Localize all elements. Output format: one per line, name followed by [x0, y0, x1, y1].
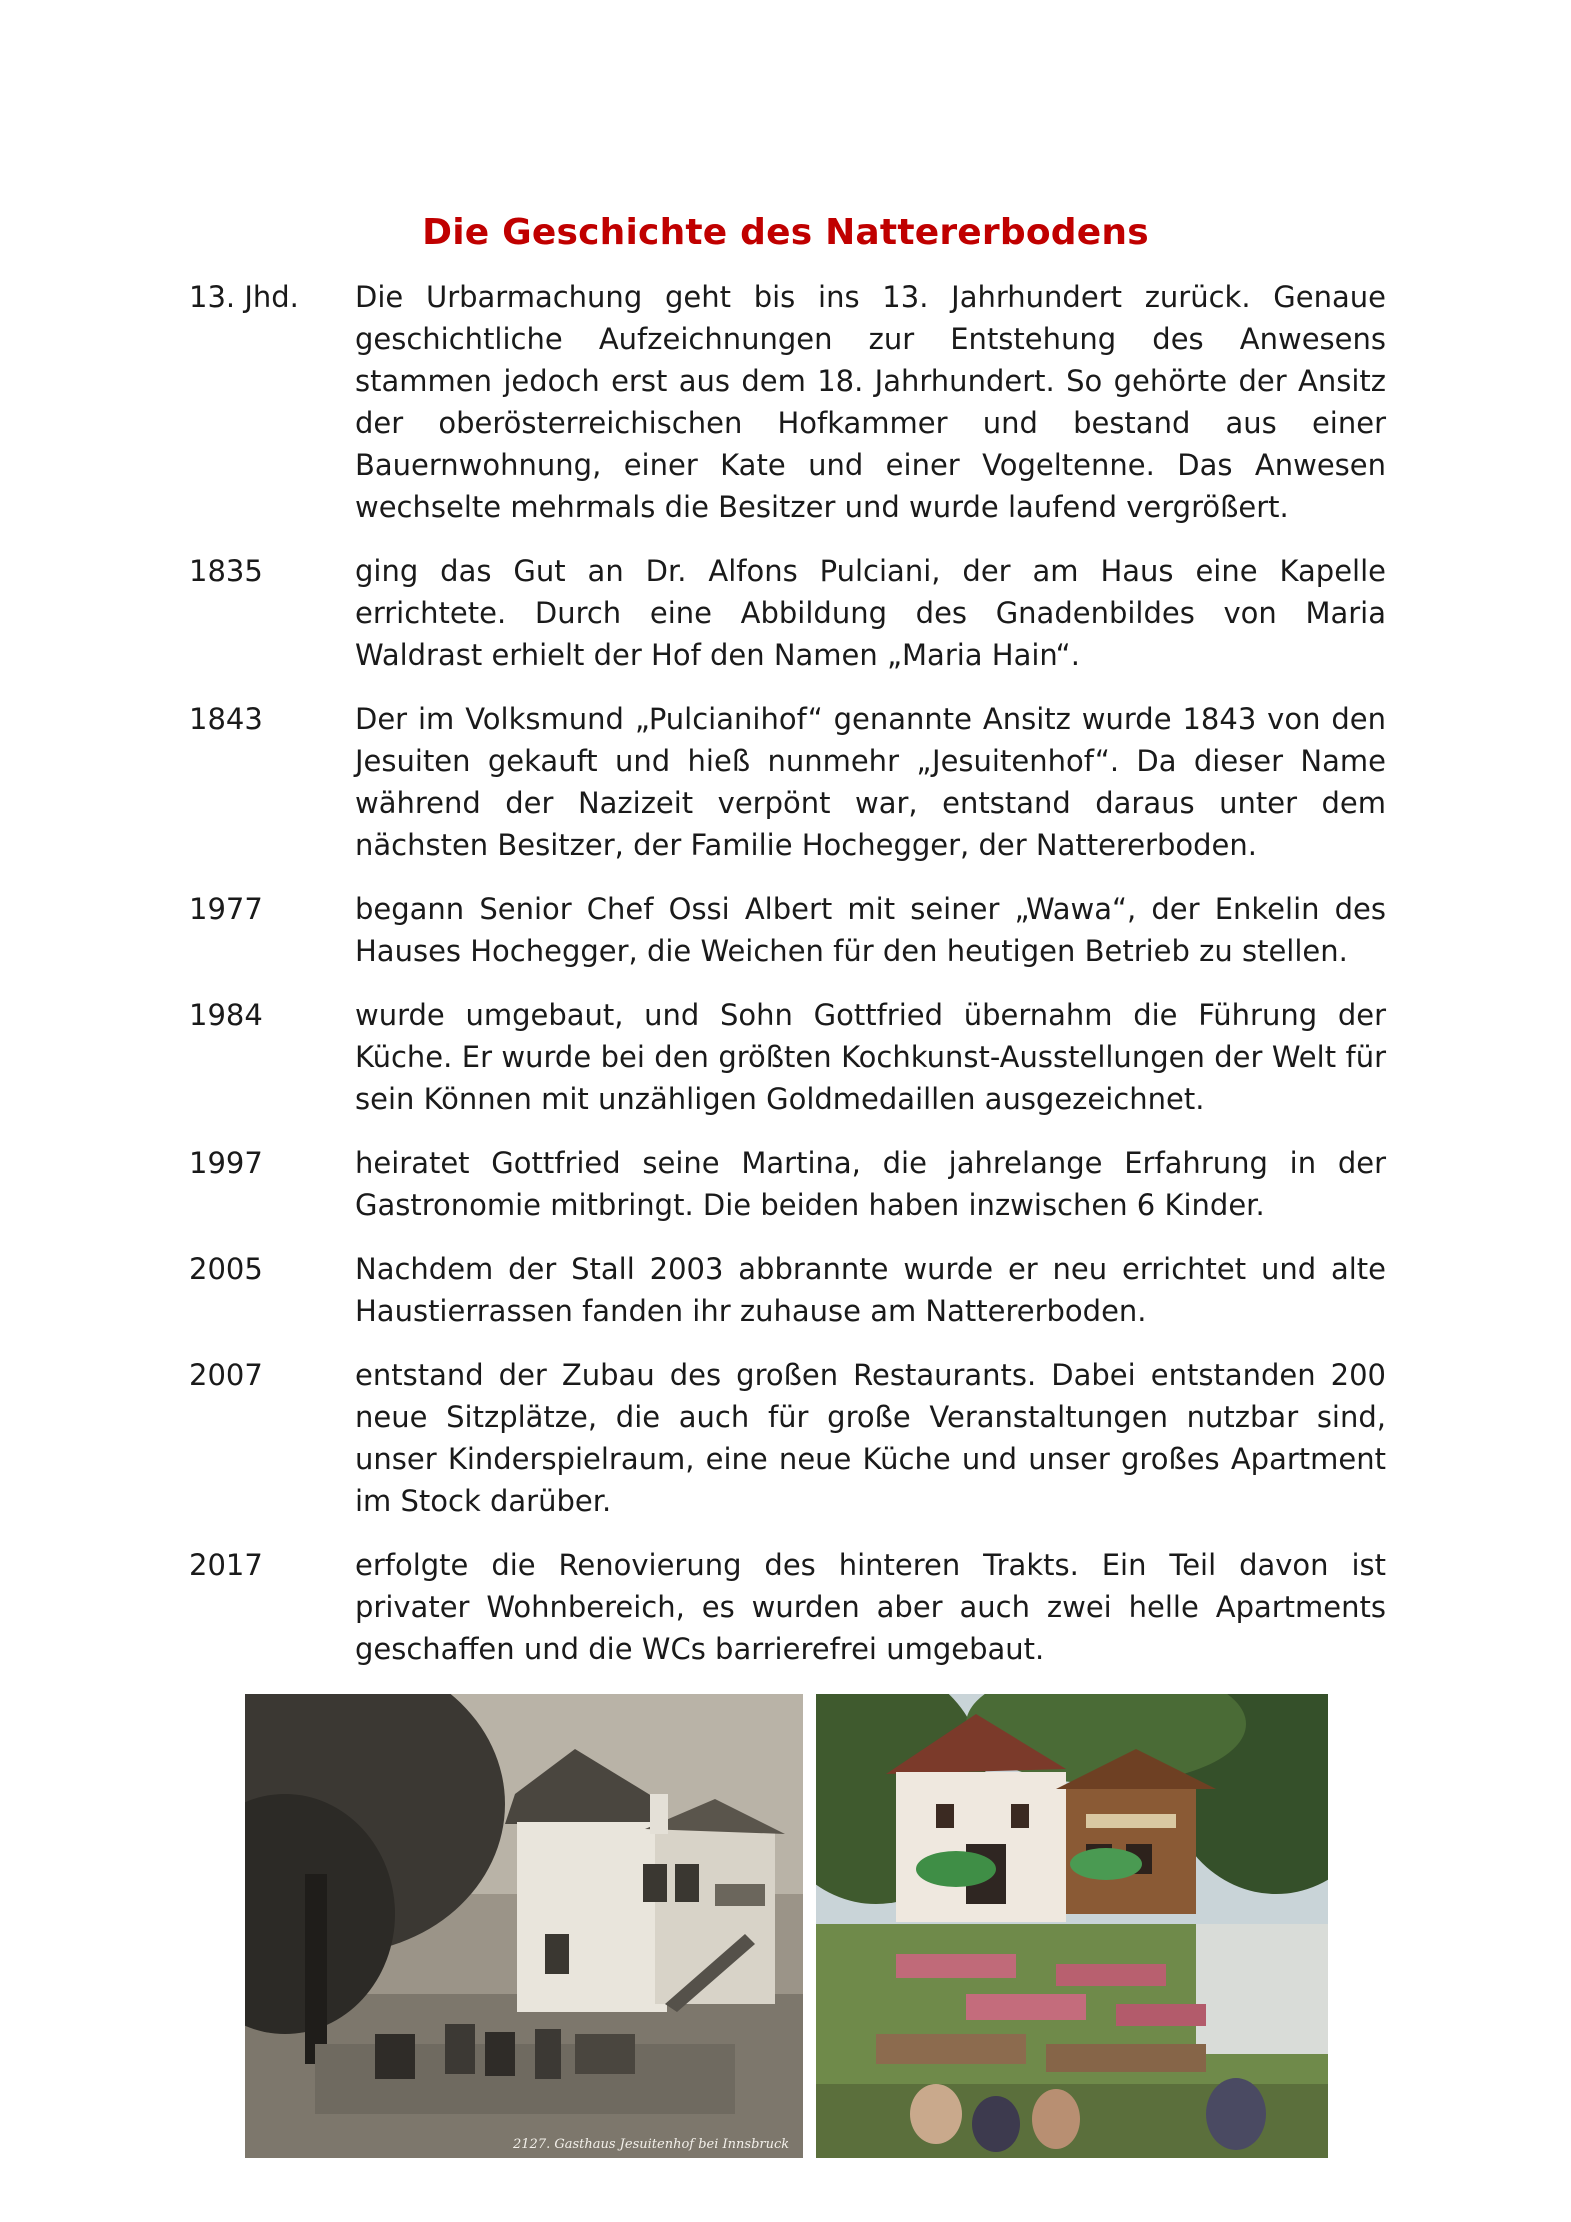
timeline-entry — [189, 888, 1386, 972]
entry-text: Nachdem der Stall 2003 abbrannte wurde er neu errichtet und alte Haustierrassen fanden ihr zuhause am Nattererboden. — [355, 1252, 1386, 1328]
history-timeline — [189, 276, 1386, 1692]
timeline-entry — [189, 1354, 1386, 1522]
entry-year: 1835 — [189, 554, 263, 588]
entry-year: 1843 — [189, 702, 263, 736]
entry-text: entstand der Zubau des großen Restaurants. Dabei entstanden 200 neue Sitzplätze, die auch für große Veranstaltungen nutzbar sind, unser Kinderspielraum, eine neue Küche und unser großes Apartment im Stock darüber. — [355, 1358, 1386, 1518]
timeline-entry — [189, 698, 1386, 866]
entry-year: 13. Jhd. — [189, 280, 299, 314]
entry-year: 2017 — [189, 1548, 263, 1582]
modern-photo-image — [816, 1694, 1328, 2158]
historic-photo — [245, 1694, 803, 2158]
page-title: Die Geschichte des Nattererbodens — [422, 212, 1149, 254]
entry-year: 1977 — [189, 892, 263, 926]
entry-text: begann Senior Chef Ossi Albert mit seiner „Wawa“, der Enkelin des Hauses Hochegger, die Weichen für den heutigen Betrieb zu stellen. — [355, 892, 1386, 968]
entry-year: 1984 — [189, 998, 263, 1032]
historic-photo-image — [245, 1694, 803, 2158]
historic-photo-caption: 2127. Gasthaus Jesuitenhof bei Innsbruck — [513, 2137, 790, 2152]
entry-text: heiratet Gottfried seine Martina, die jahrelange Erfahrung in der Gastronomie mitbringt. Die beiden haben inzwischen 6 Kinder. — [355, 1146, 1386, 1222]
entry-text: ging das Gut an Dr. Alfons Pulciani, der am Haus eine Kapelle errichtete. Durch eine Abbildung des Gnadenbildes von Maria Waldrast erhielt der Hof den Namen „Maria Hain“. — [355, 554, 1386, 672]
entry-text: Der im Volksmund „Pulcianihof“ genannte Ansitz wurde 1843 von den Jesuiten gekauft und hieß nunmehr „Jesuitenhof“. Da dieser Name während der Nazizeit verpönt war, entstand daraus unter dem nächsten Besitzer, der Familie Hochegger, der Nattererboden. — [355, 702, 1386, 862]
timeline-entry — [189, 550, 1386, 676]
entry-text: erfolgte die Renovierung des hinteren Trakts. Ein Teil davon ist privater Wohnbereich, es wurden aber auch zwei helle Apartments geschaffen und die WCs barrierefrei umgebaut. — [355, 1548, 1386, 1666]
entry-text: wurde umgebaut, und Sohn Gottfried übernahm die Führung der Küche. Er wurde bei den größten Kochkunst-Ausstellungen der Welt für sein Können mit unzähligen Goldmedaillen ausgezeichnet. — [355, 998, 1386, 1116]
entry-year: 1997 — [189, 1146, 263, 1180]
timeline-entry — [189, 1544, 1386, 1670]
entry-text: Die Urbarmachung geht bis ins 13. Jahrhundert zurück. Genaue geschichtliche Aufzeichnungen zur Entstehung des Anwesens stammen jedoch erst aus dem 18. Jahrhundert. So gehörte der Ansitz der oberösterreichischen Hofkammer und bestand aus einer Bauernwohnung, einer Kate und einer Vogeltenne. Das Anwesen wechselte mehrmals die Besitzer und wurde laufend vergrößert. — [355, 280, 1386, 524]
modern-photo — [816, 1694, 1328, 2158]
photo-row — [245, 1694, 1328, 2158]
timeline-entry — [189, 994, 1386, 1120]
entry-year: 2007 — [189, 1358, 263, 1392]
timeline-entry — [189, 1142, 1386, 1226]
timeline-entry — [189, 1248, 1386, 1332]
entry-year: 2005 — [189, 1252, 263, 1286]
timeline-entry — [189, 276, 1386, 528]
